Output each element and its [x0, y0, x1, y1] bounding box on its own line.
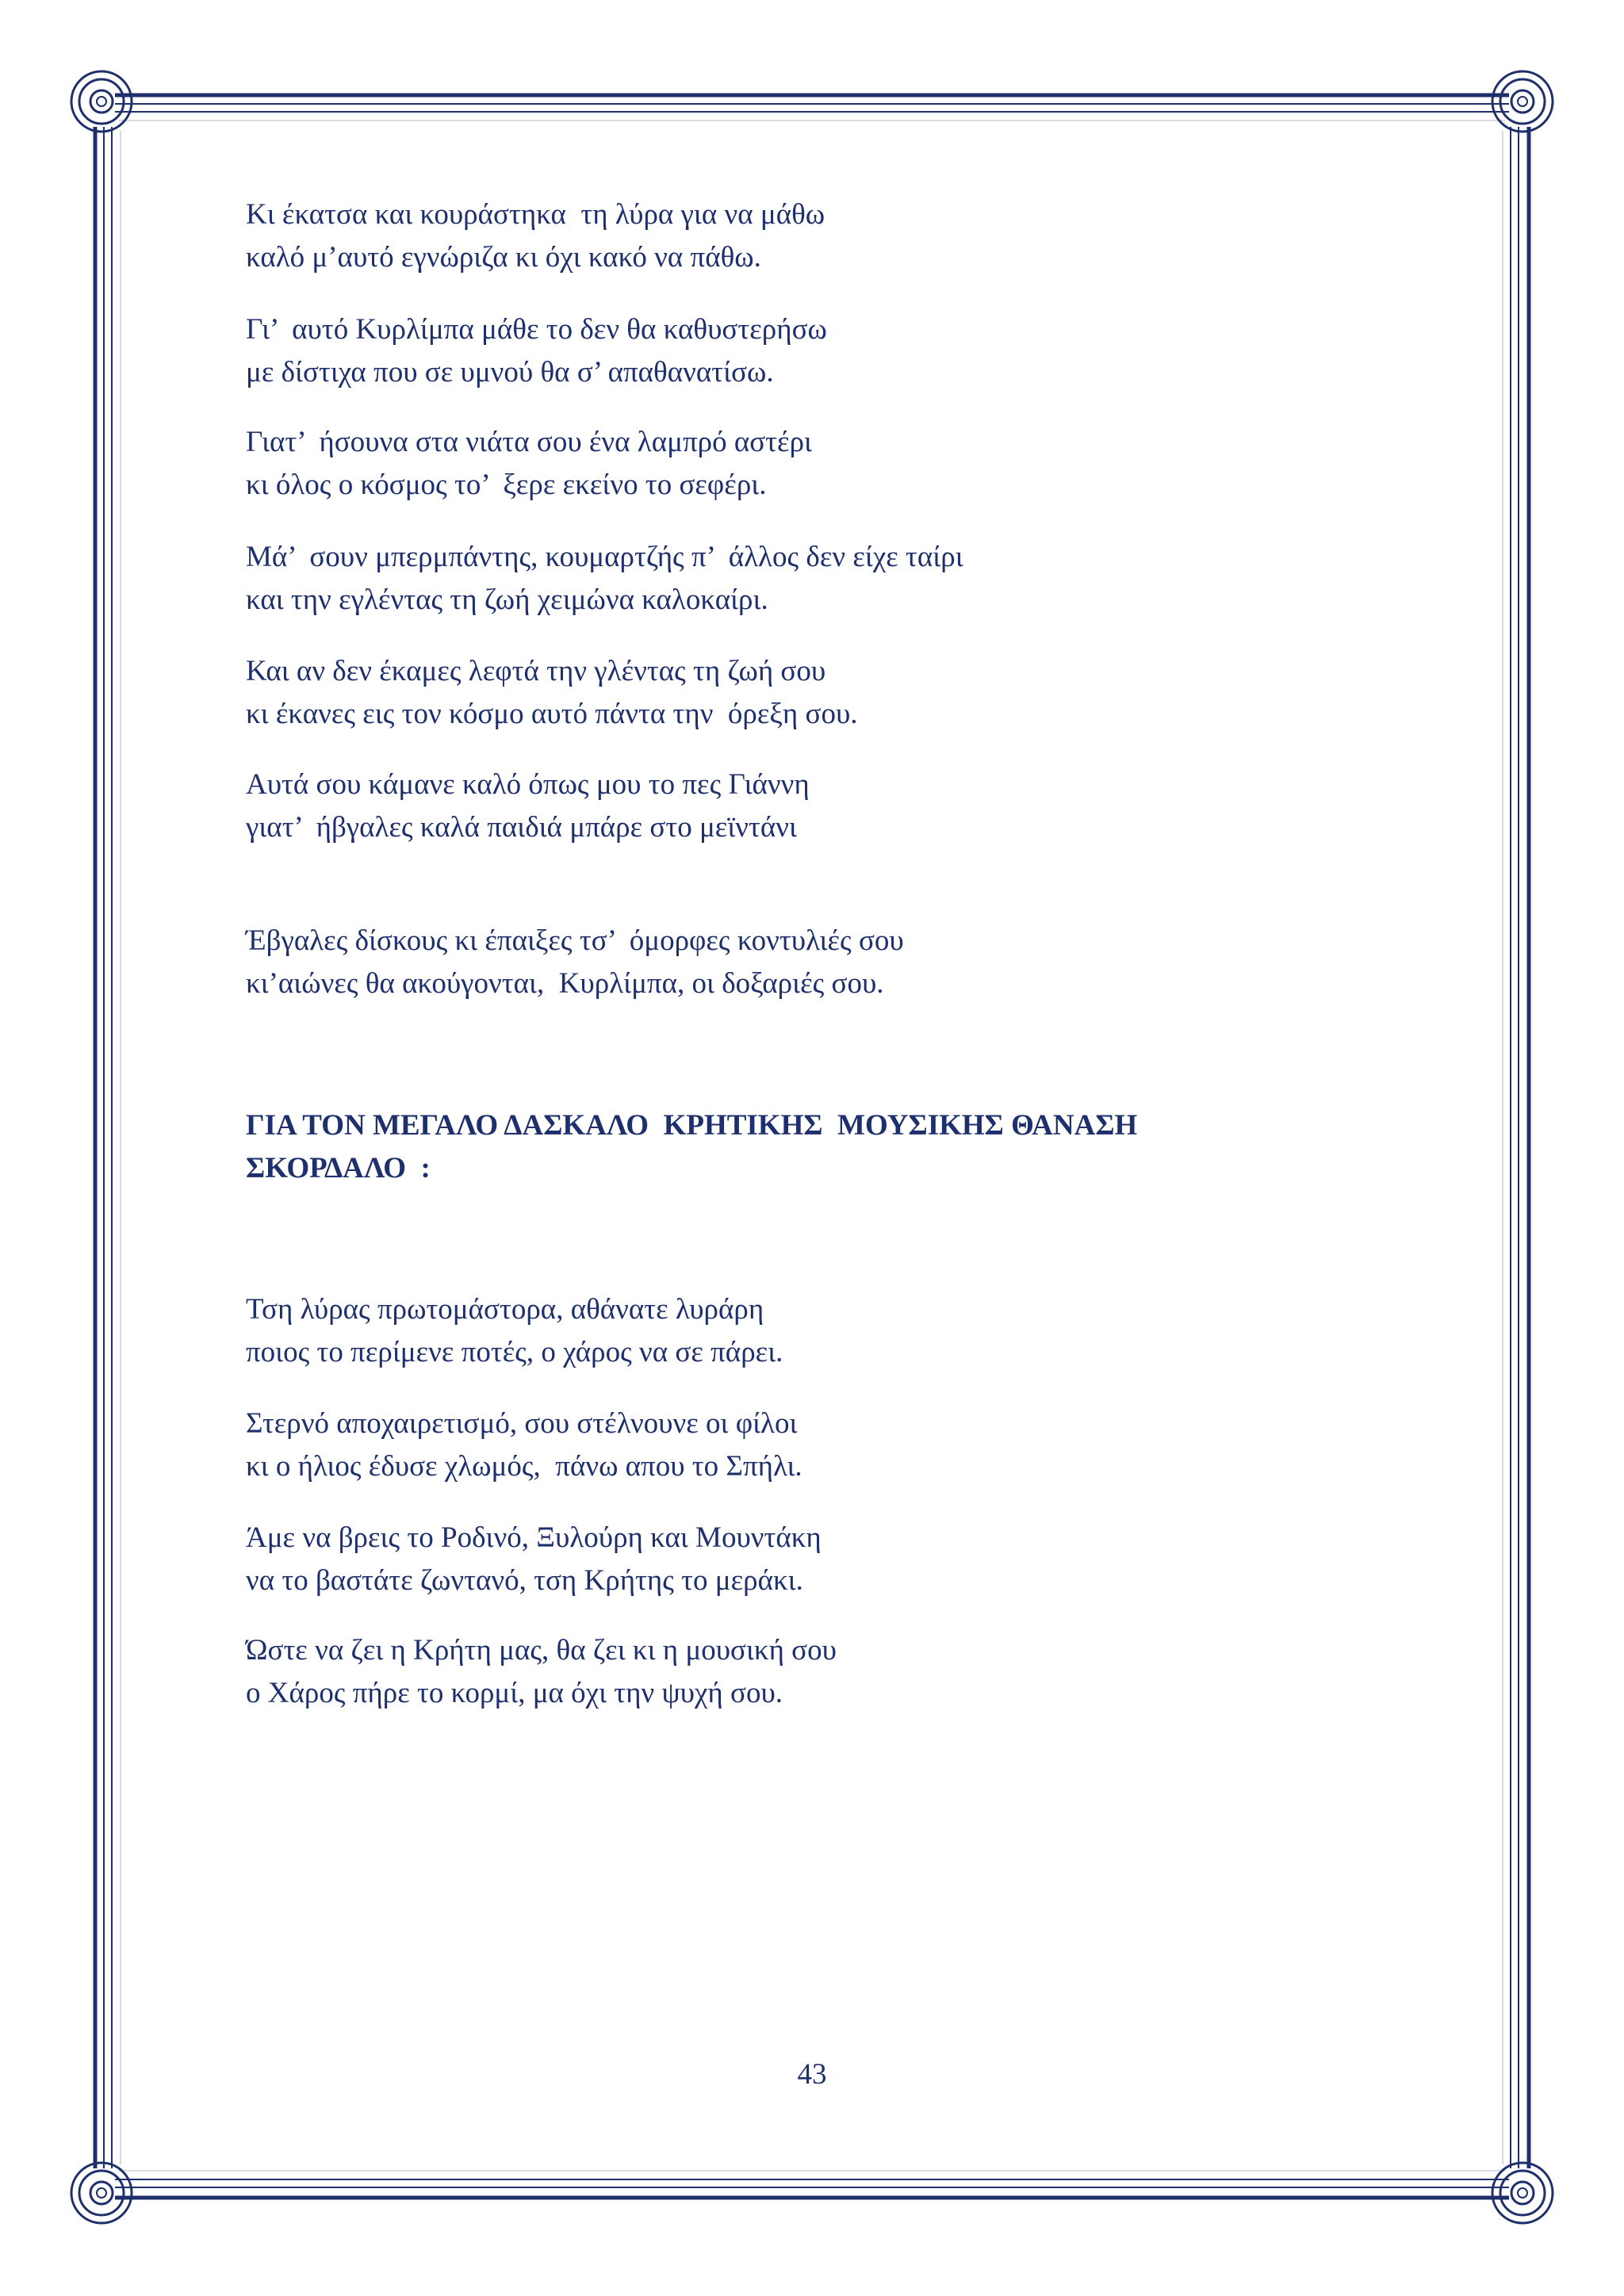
stanza — [246, 193, 1435, 279]
verse-line: κι’αιώνες θα ακούγονται, Κυρλίμπα, οι δοξαριές σου. — [246, 967, 884, 1000]
stanza — [246, 421, 1435, 507]
verse-line: Τση λύρας πρωτομάστορα, αθάνατε λυράρη — [246, 1293, 764, 1326]
verse-line: Και αν δεν έκαμες λεφτά την γλέντας τη ζωή σου — [246, 655, 826, 687]
verse-line: ποιος το περίμενε ποτές, ο χάρος να σε πάρει. — [246, 1336, 783, 1368]
verse-line: Άμε να βρεις το Ροδινό, Ξυλούρη και Μουντάκη — [246, 1521, 822, 1554]
verse-line: Μά’ σουν μπερμπάντης, κουμαρτζής π’ άλλος δεν είχε ταίρι — [246, 541, 963, 573]
stanza — [246, 650, 1435, 736]
verse-line: Κι έκατσα και κουράστηκα τη λύρα για να μάθω — [246, 198, 825, 231]
verse-line: ο Χάρος πήρε το κορμί, μα όχι την ψυχή σου. — [246, 1677, 783, 1709]
verse-line: και την εγλέντας τη ζωή χειμώνα καλοκαίρι. — [246, 584, 768, 616]
verse-line: Στερνό αποχαιρετισμό, σου στέλνουνε οι φίλοι — [246, 1407, 798, 1440]
section-heading — [246, 1104, 1515, 1190]
verse-line: κι ο ήλιος έδυσε χλωμός, πάνω απου το Σπήλι. — [246, 1450, 802, 1483]
heading-line: ΓΙΑ ΤΟΝ ΜΕΓΑΛΟ ΔΑΣΚΑΛΟ ΚΡΗΤΙΚΗΣ ΜΟΥΣΙΚΗΣ ΘΑΝΑΣΗ — [246, 1109, 1138, 1142]
verse-line: κι όλος ο κόσμος το’ ξερε εκείνο το σεφέρι. — [246, 469, 767, 501]
verse-line: Ώστε να ζει η Κρήτη μας, θα ζει κι η μουσική σου — [246, 1634, 837, 1667]
heading-line: ΣΚΟΡΔΑΛΟ : — [246, 1152, 431, 1184]
verse-line: καλό μ’αυτό εγνώριζα κι όχι κακό να πάθω. — [246, 241, 761, 274]
stanza — [246, 1629, 1435, 1715]
stanza — [246, 1517, 1435, 1602]
verse-line: Αυτά σου κάμανε καλό όπως μου το πες Γιάννη — [246, 768, 810, 801]
verse-line: να το βαστάτε ζωντανό, τση Κρήτης το μεράκι. — [246, 1564, 803, 1597]
stanza — [246, 1402, 1435, 1488]
verse-line: κι έκανες εις τον κόσμο αυτό πάντα την όρεξη σου. — [246, 698, 858, 730]
verse-line: Έβγαλες δίσκους κι έπαιξες τσ’ όμορφες κοντυλιές σου — [246, 924, 904, 957]
verse-line: γιατ’ ήβγαλες καλά παιδιά μπάρε στο μεϊντάνι — [246, 811, 797, 844]
verse-line: Γιατ’ ήσουνα στα νιάτα σου ένα λαμπρό αστέρι — [246, 426, 813, 458]
stanza — [246, 920, 1435, 1005]
verse-line: Γι’ αυτό Κυρλίμπα μάθε το δεν θα καθυστερήσω — [246, 313, 827, 346]
verse-line: με δίστιχα που σε υμνού θα σ’ απαθανατίσω. — [246, 356, 774, 388]
stanza — [246, 536, 1435, 622]
stanza — [246, 1288, 1435, 1374]
page-number: 43 — [797, 2058, 827, 2091]
stanza — [246, 308, 1435, 394]
stanza — [246, 763, 1435, 849]
